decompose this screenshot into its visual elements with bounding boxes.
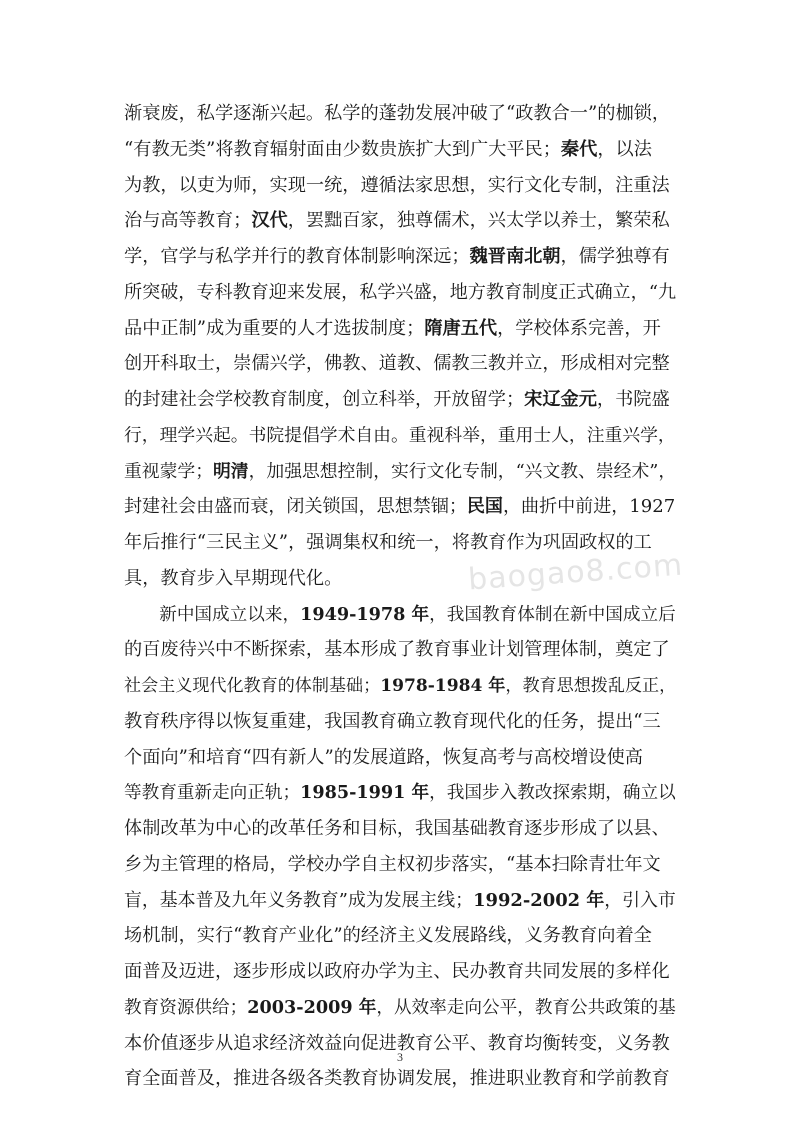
text-run: 重视蒙学； xyxy=(124,460,213,482)
text-run: 本价值逐步从追求经济效益向促进教育公平、教育均衡转变，义务教 xyxy=(124,1032,670,1054)
text-run: 体制改革为中心的改革任务和目标，我国基础教育逐步形成了以县、 xyxy=(124,818,670,839)
bold-term: 秦代 xyxy=(560,138,598,160)
text-run: ，加强思想控制，实行文化专制，“兴文教、崇经术”， xyxy=(248,460,677,482)
text-line xyxy=(124,418,676,454)
text-line xyxy=(124,811,676,847)
text-run: 年后推行“三民主义”，强调集权和统一，将教育作为巩固政权的工 xyxy=(124,532,652,553)
text-line xyxy=(124,740,676,776)
text-run: 教育秩序得以恢复重建，我国教育确立教育现代化的任务，提出“三 xyxy=(124,710,661,732)
text-line xyxy=(124,561,676,597)
text-run: 等教育重新走向正轨； xyxy=(124,783,301,804)
text-line xyxy=(124,239,676,275)
text-run: ，教育思想拨乱反正， xyxy=(505,676,677,696)
text-run: ，我国教育体制在新中国成立后 xyxy=(429,604,676,625)
text-run: 创开科取士，崇儒兴学，佛教、道教、儒教三教并立，形成相对完整 xyxy=(124,353,670,375)
text-run: ，我国步入教改探索期，确立以 xyxy=(429,783,676,804)
text-run: 具，教育步入早期现代化。 xyxy=(124,567,343,589)
text-line xyxy=(124,132,676,168)
text-line xyxy=(124,454,676,490)
bold-term: 1949-1978 年 xyxy=(300,603,430,625)
text-line xyxy=(124,96,676,132)
bold-term: 明清 xyxy=(213,460,249,482)
text-line xyxy=(124,382,676,418)
text-line xyxy=(124,203,676,239)
text-run: 社会主义现代化教育的体制基础； xyxy=(124,676,381,696)
text-run: 品中正制”成为重要的人才选拔制度； xyxy=(124,317,425,339)
text-run: ，学校体系完善，开 xyxy=(497,317,661,339)
text-line xyxy=(124,275,676,311)
bold-term: 民国 xyxy=(466,496,503,518)
text-line xyxy=(124,847,676,883)
text-run: 渐衰废，私学逐渐兴起。私学的蓬勃发展冲破了“政教合一”的枷锁， xyxy=(124,103,671,124)
text-run: ，罢黜百家，独尊儒术，兴太学以养士，繁荣私 xyxy=(287,210,670,232)
text-run: ，引入市 xyxy=(604,889,676,911)
text-run: “有教无类”将教育辐射面由少数贵族扩大到广大平民； xyxy=(124,138,561,160)
text-line xyxy=(124,668,676,704)
text-run: ，以法 xyxy=(597,138,652,160)
text-line xyxy=(124,990,676,1026)
text-line xyxy=(124,704,676,740)
text-line xyxy=(124,489,676,525)
text-line xyxy=(124,954,676,990)
bold-term: 宋辽金元 xyxy=(524,389,597,410)
text-run: 的封建社会学校教育制度，创立科举，开放留学； xyxy=(124,389,525,410)
bold-term: 2003-2009 年 xyxy=(247,996,377,1018)
bold-term: 汉代 xyxy=(251,210,288,232)
text-line xyxy=(124,597,676,633)
text-run: ，书院盛 xyxy=(596,389,670,410)
bold-term: 1985-1991 年 xyxy=(300,782,430,804)
text-line xyxy=(124,311,676,347)
text-run: ，曲折中前进，1927 xyxy=(502,496,676,518)
bold-term: 1992-2002 年 xyxy=(473,889,605,911)
text-run: 场机制，实行“教育产业化”的经济主义发展路线，义务教育向着全 xyxy=(124,925,652,947)
text-line xyxy=(124,525,676,561)
text-run: 学，官学与私学并行的教育体制影响深远； xyxy=(124,246,470,267)
bold-term: 隋唐五代 xyxy=(424,317,498,339)
text-run: ，从效率走向公平，教育公共政策的基 xyxy=(376,997,676,1018)
page-number: 3 xyxy=(397,1050,403,1064)
text-line xyxy=(124,168,676,204)
bold-term: 1978-1984 年 xyxy=(380,676,506,696)
text-run: 育全面普及，推进各级各类教育协调发展，推进职业教育和学前教育 xyxy=(124,1068,670,1090)
text-run: 面普及迈进，逐步形成以政府办学为主、民办教育共同发展的多样化 xyxy=(124,961,670,982)
text-run: 治与高等教育； xyxy=(124,210,252,232)
text-run: 的百废待兴中不断探索，基本形成了教育事业计划管理体制，奠定了 xyxy=(124,639,670,661)
text-line xyxy=(124,1061,676,1097)
text-line xyxy=(124,775,676,811)
text-run: 盲，基本普及九年义务教育”成为发展主线； xyxy=(124,889,474,911)
text-run: 所突破，专科教育迎来发展，私学兴盛，地方教育制度正式确立，“九 xyxy=(124,281,677,303)
bold-term: 魏晋南北朝 xyxy=(469,246,561,267)
text-line xyxy=(124,346,676,382)
text-run: 封建社会由盛而衰，闭关锁国，思想禁锢； xyxy=(124,496,467,518)
text-run: 个面向”和培育“四有新人”的发展道路，恢复高考与高校增设使高 xyxy=(124,746,643,768)
watermark: baogao8.com xyxy=(466,547,685,598)
text-line xyxy=(124,632,676,668)
text-run: 教育资源供给； xyxy=(124,997,248,1018)
text-run: ，儒学独尊有 xyxy=(560,246,670,267)
text-run: 新中国成立以来， xyxy=(124,604,301,625)
text-run: 行，理学兴起。书院提倡学术自由。重视科举，重用士人，注重兴学， xyxy=(124,424,676,446)
text-run: 乡为主管理的格局，学校办学自主权初步落实，“基本扫除青壮年文 xyxy=(124,853,661,875)
text-line xyxy=(124,918,676,954)
text-run: 为教，以吏为师，实现一统，遵循法家思想，实行文化专制，注重法 xyxy=(124,174,670,196)
text-line xyxy=(124,883,676,919)
